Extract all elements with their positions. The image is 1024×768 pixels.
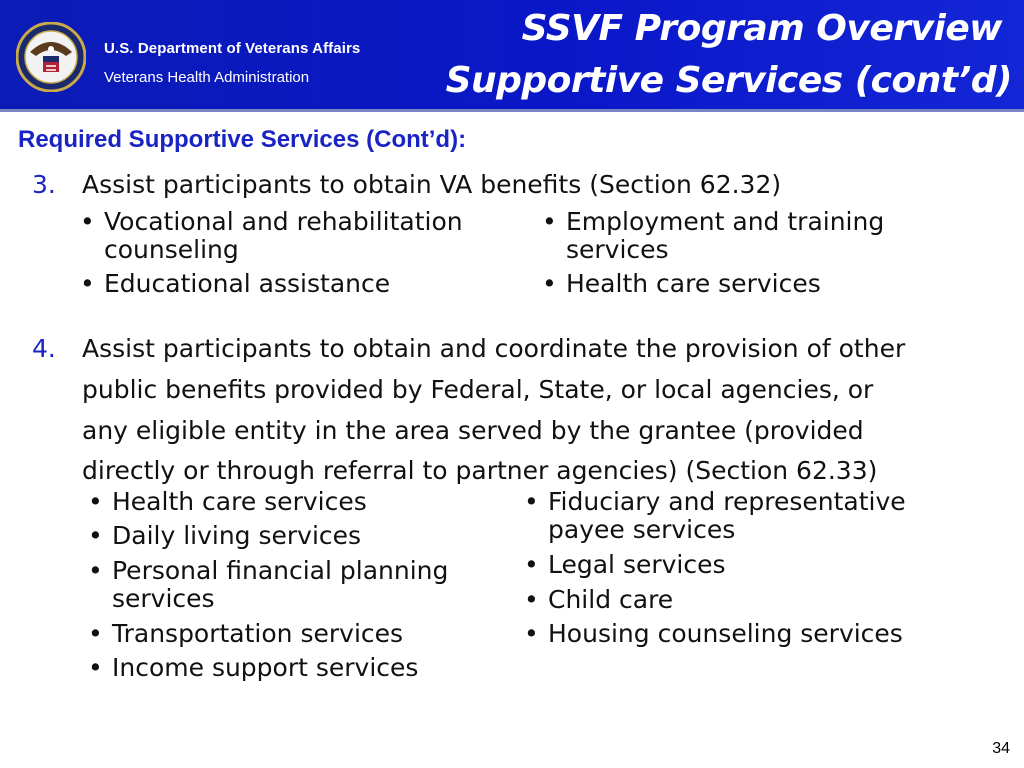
bullet-item xyxy=(88,654,508,682)
bullet-item xyxy=(524,551,984,579)
bullet-item xyxy=(88,557,508,613)
bullet-text: Daily living services xyxy=(112,521,362,550)
bullet-text: Vocational and rehabilitation counseling xyxy=(104,207,463,264)
bullet-icon: • xyxy=(88,556,103,585)
va-seal-icon xyxy=(16,22,86,92)
item-text-4-line: public benefits provided by Federal, State, or local agencies, or xyxy=(82,375,874,404)
bullet-item xyxy=(524,488,984,544)
bullet-icon: • xyxy=(524,585,539,614)
section-subheading: Required Supportive Services (Cont’d): xyxy=(18,126,467,153)
bullet-text: Child care xyxy=(548,585,674,614)
bullet-icon: • xyxy=(88,521,103,550)
bullet-text: Educational assistance xyxy=(104,269,391,298)
bullet-text: Housing counseling services xyxy=(548,619,903,648)
bullet-icon: • xyxy=(80,269,95,298)
bullet-icon: • xyxy=(524,619,539,648)
slide-header xyxy=(0,0,1024,112)
item-text-4-line: Assist participants to obtain and coordinate the provision of other xyxy=(82,334,906,363)
item-number-3: 3. xyxy=(32,170,56,199)
slide-title-line2: Supportive Services (cont’d) xyxy=(445,60,1012,101)
bullet-item xyxy=(542,270,922,298)
slide-title-line1: SSVF Program Overview xyxy=(521,8,1002,49)
bullet-item xyxy=(80,270,520,298)
bullet-item xyxy=(542,208,922,264)
bullet-item xyxy=(88,522,508,550)
bullet-icon: • xyxy=(88,653,103,682)
bullet-text: Employment and training services xyxy=(566,207,885,264)
page-number: 34 xyxy=(992,740,1010,757)
bullet-text: Transportation services xyxy=(112,619,404,648)
bullet-icon: • xyxy=(542,207,557,236)
bullet-text: Income support services xyxy=(112,653,419,682)
bullet-text: Health care services xyxy=(112,487,367,516)
bullet-item xyxy=(88,620,508,648)
bullet-item xyxy=(80,208,520,264)
bullet-item xyxy=(524,586,984,614)
bullet-icon: • xyxy=(80,207,95,236)
bullet-icon: • xyxy=(88,619,103,648)
item-number-4: 4. xyxy=(32,334,56,363)
bullet-text: Health care services xyxy=(566,269,821,298)
bullet-item xyxy=(88,488,508,516)
agency-name: U.S. Department of Veterans Affairs xyxy=(104,40,361,57)
bullet-text: Legal services xyxy=(548,550,726,579)
administration-name: Veterans Health Administration xyxy=(104,69,310,86)
item-text-3: Assist participants to obtain VA benefits (Section 62.32) xyxy=(82,170,782,199)
bullet-icon: • xyxy=(88,487,103,516)
item-text-4-line: any eligible entity in the area served by the grantee (provided xyxy=(82,416,864,445)
bullet-icon: • xyxy=(524,487,539,516)
bullet-icon: • xyxy=(524,550,539,579)
item-text-4-line: directly or through referral to partner agencies) (Section 62.33) xyxy=(82,456,878,485)
bullet-icon: • xyxy=(542,269,557,298)
bullet-item xyxy=(524,620,984,648)
bullet-text: Fiduciary and representative payee services xyxy=(548,487,906,544)
bullet-text: Personal financial planning services xyxy=(112,556,449,613)
